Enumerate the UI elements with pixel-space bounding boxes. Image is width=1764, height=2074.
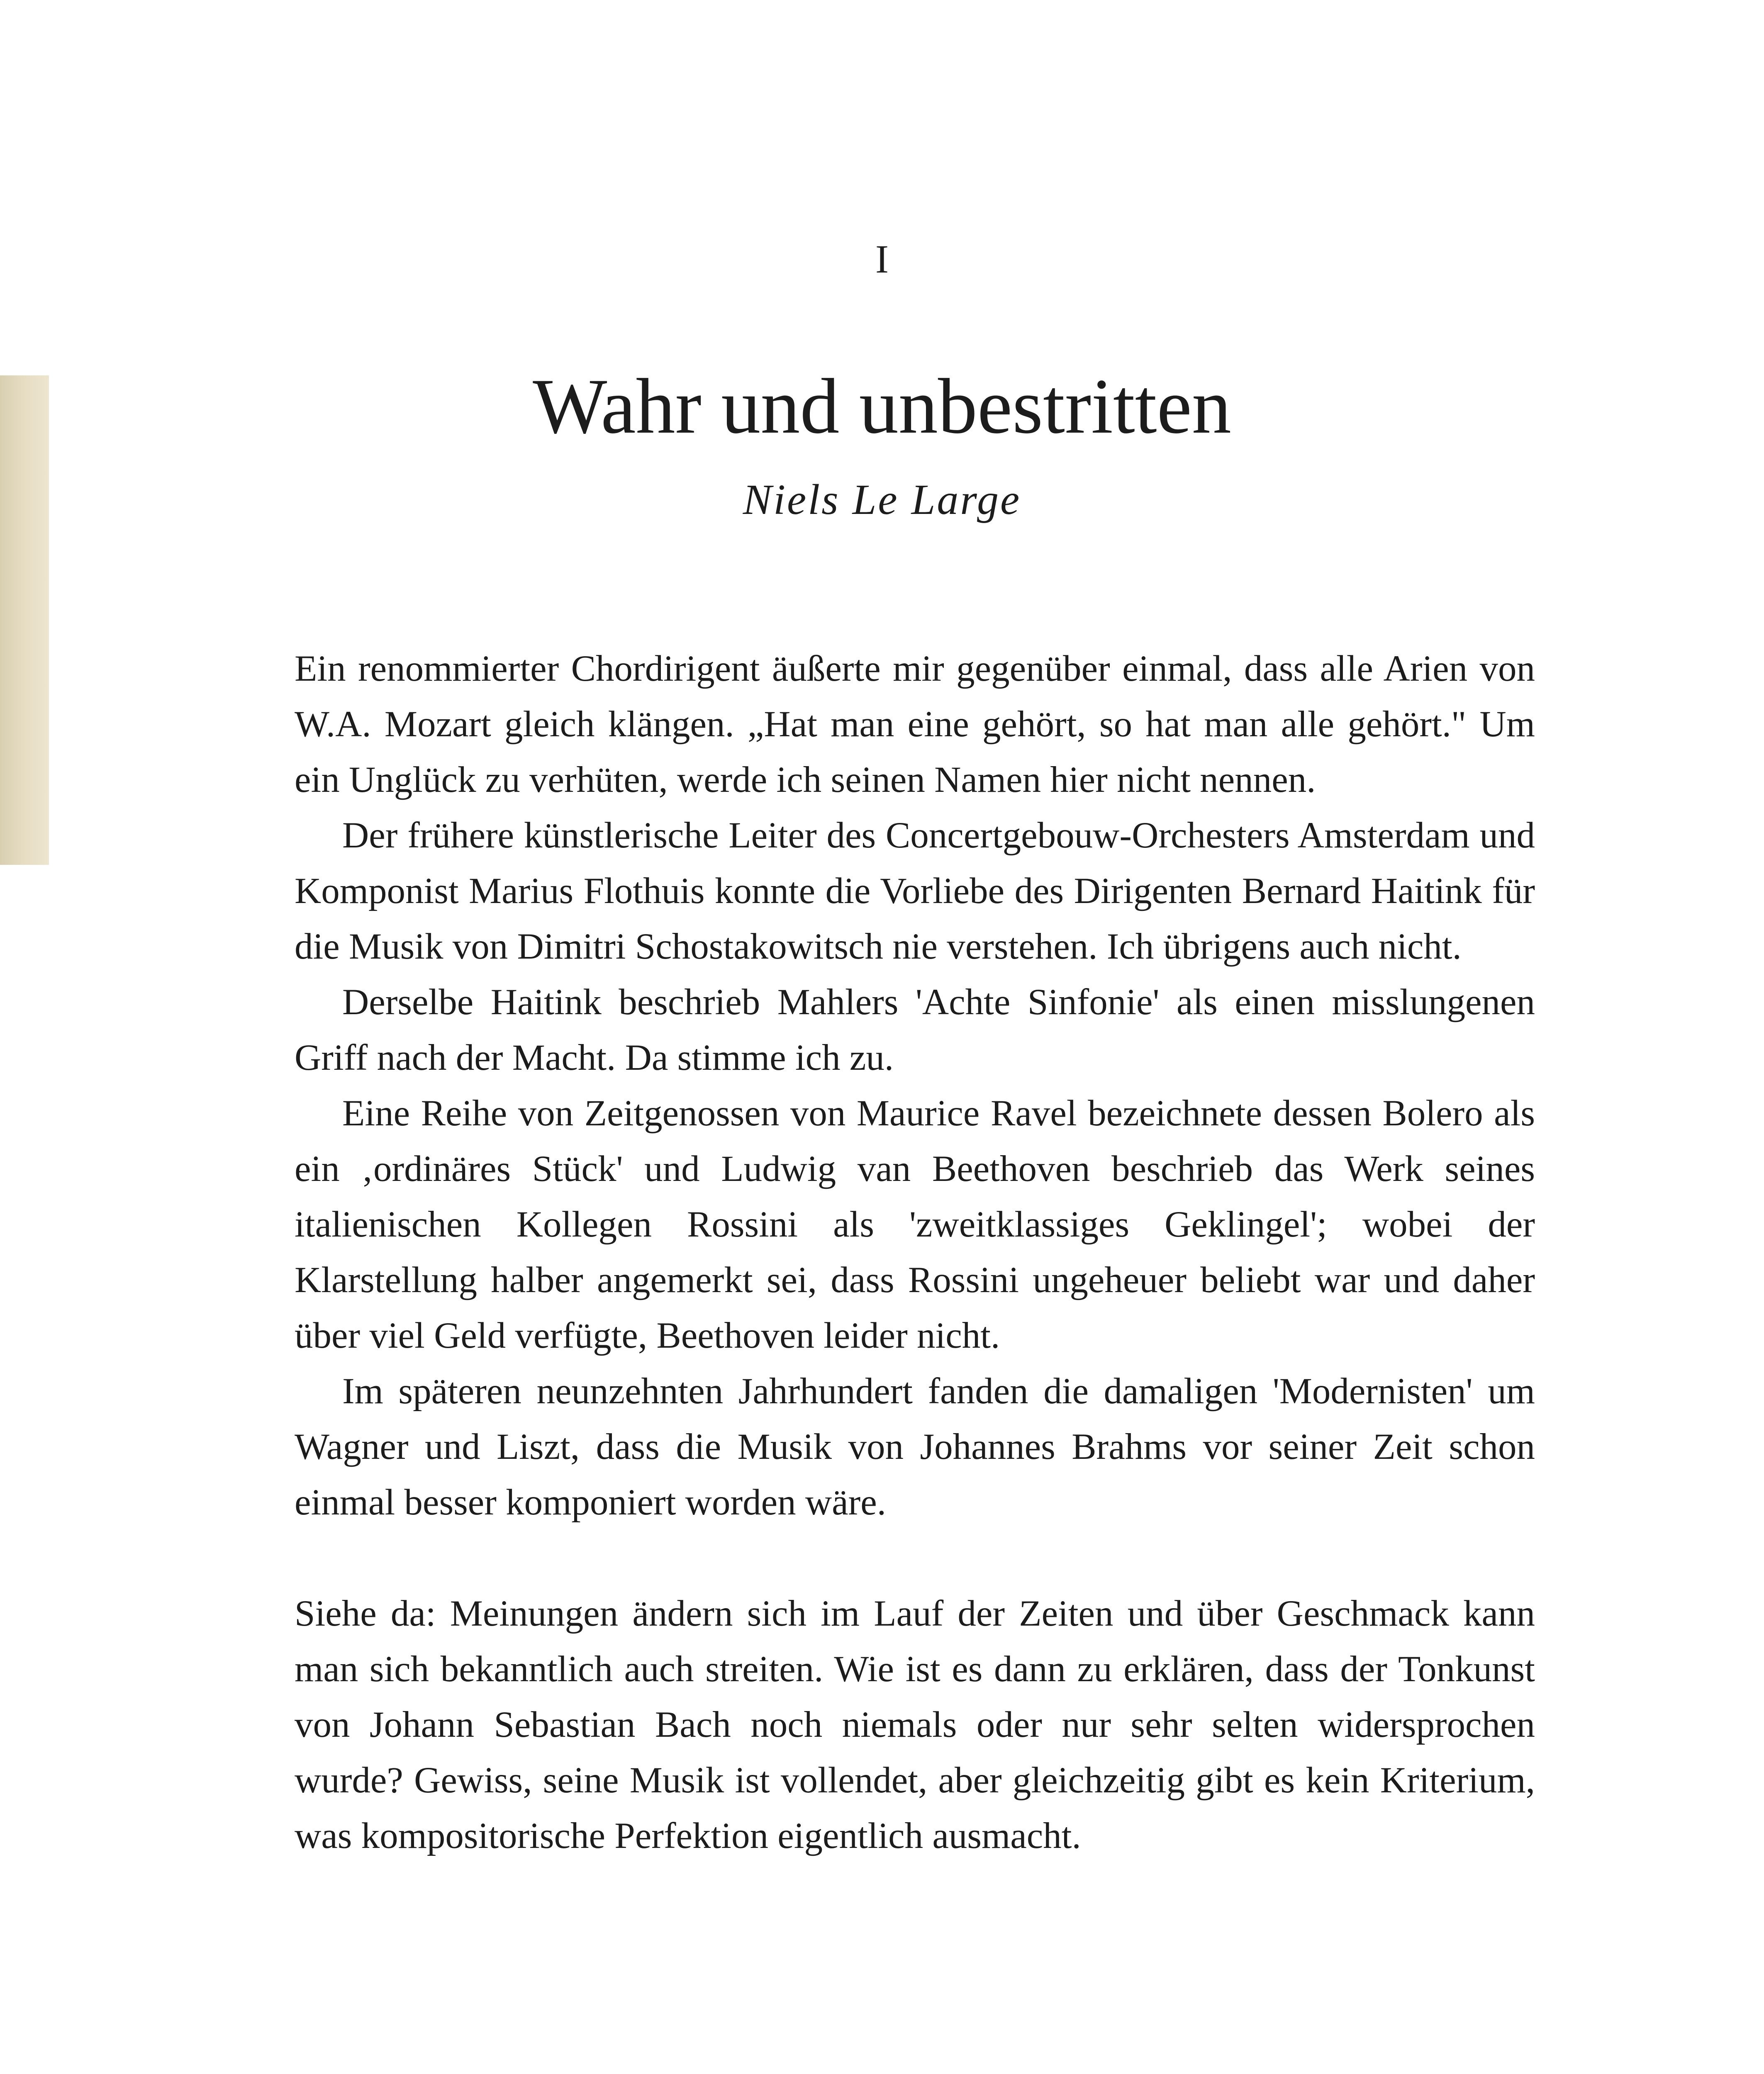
paragraph: Ein renommierter Chordirigent äußerte mir gegenüber einmal, dass alle Arien von W.A. Mozart gleich klängen. „Hat man eine gehört, so hat man alle gehört." Um ein Unglück zu verhüten, werde ich seinen Namen hier nicht nennen.: [295, 648, 1535, 800]
body-text: [295, 641, 1535, 1864]
paragraph: Der frühere künstlerische Leiter des Concertgebouw-Orchesters Amsterdam und Komponist Marius Flothuis konnte die Vorliebe des Dirigenten Bernard Haitink für die Musik von Dimitri Schostakowitsch nie verstehen. Ich übrigens auch nicht.: [295, 815, 1535, 967]
chapter-number: I: [875, 237, 889, 281]
paragraph: Derselbe Haitink beschrieb Mahlers 'Achte Sinfonie' als einen misslungenen Griff nach der Macht. Da stimme ich zu.: [295, 982, 1535, 1078]
chapter-author: Niels Le Large: [743, 476, 1021, 523]
chapter-title: Wahr und unbestritten: [533, 363, 1231, 450]
paragraph: Eine Reihe von Zeitgenossen von Maurice Ravel bezeichnete dessen Bolero als ein ‚ordinäres Stück' und Ludwig van Beethoven beschrieb das Werk seines italienischen Kollegen Rossini als 'zweitklassiges Geklingel'; wobei der Klarstellung halber angemerkt sei, dass Rossini ungeheuer beliebt war und daher über viel Geld verfügte, Beethoven leider nicht.: [295, 1093, 1535, 1356]
paragraph: Siehe da: Meinungen ändern sich im Lauf der Zeiten und über Geschmack kann man sich bekanntlich auch streiten. Wie ist es dann zu erklären, dass der Tonkunst von Johann Sebastian Bach noch niemals oder nur sehr selten widersprochen wurde? Gewiss, seine Musik ist vollendet, aber gleichzeitig gibt es kein Kriterium, was kompositorische Perfektion eigentlich ausmacht.: [295, 1593, 1535, 1856]
paragraph: Im späteren neunzehnten Jahrhundert fanden die damaligen 'Modernisten' um Wagner und Liszt, dass die Musik von Johannes Brahms vor seiner Zeit schon einmal besser komponiert worden wäre.: [295, 1371, 1535, 1523]
